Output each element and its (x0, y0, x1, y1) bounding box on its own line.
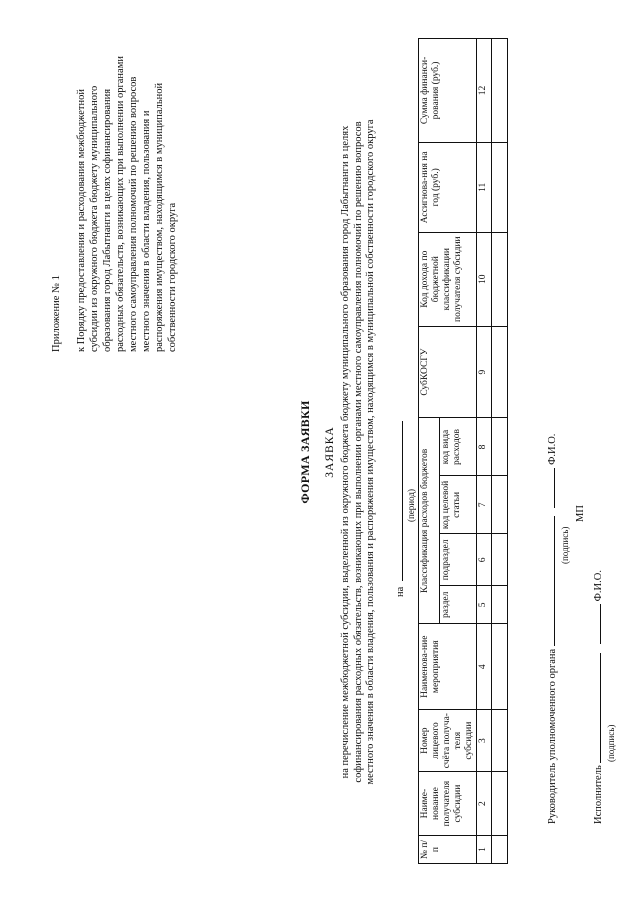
purpose-text: на перечисление межбюджетной субсидии, выделенной из окружного бюджета бюджету муниципального образования город Лабытнанги в целях софинансирования расходных обязательств, возникающих при выполнении органами местного самоуправления полномочий по решению вопросов местного значения в области владения, пользования и распоряжения имуществом, находящимся в муниципальной собственности городского округа (340, 119, 376, 785)
executor-fio: Ф.И.О. (593, 570, 604, 602)
appendix-block (50, 52, 179, 352)
table-cell (492, 534, 508, 586)
head-fio: Ф.И.О. (547, 433, 558, 465)
column-number: 12 (477, 39, 492, 143)
column-number: 1 (477, 836, 492, 864)
head-fio-blank (544, 468, 555, 508)
period-line (392, 421, 406, 597)
header-event-name: Наименова-ние мероприятия (419, 624, 477, 710)
head-label: Руководитель уполномоченного органа (547, 648, 558, 824)
executor-fio-blank (590, 604, 601, 644)
table-cell (492, 232, 508, 326)
subheader-kind-code: код вида расходов (440, 418, 477, 476)
executor-signature-line (590, 570, 604, 824)
subheader-section: раздел (440, 586, 477, 624)
zayavka-heading: ЗАЯВКА (324, 426, 336, 478)
header-kosgu: СубКОСГУ (419, 326, 477, 418)
table-cell (492, 418, 508, 476)
table-cell (492, 624, 508, 710)
table-cell (492, 476, 508, 534)
table-cell (492, 326, 508, 418)
column-number: 4 (477, 624, 492, 710)
appendix-text: к Порядку предоставления и расходования межбюджетной субсидии из окружного бюджета бюджету муниципального образования город Лабытнанги в целях софинансирования расходных обязательств, возникающих при выполнении органами местного самоуправления полномочий по решению вопросов местного значения в области владения, пользования и распоряжения имуществом, находящимся в муниципальной собственности городского округа (76, 56, 178, 352)
executor-signature-caption: (подпись) (606, 724, 616, 762)
period-caption: (период) (406, 489, 416, 522)
table-cell (492, 39, 508, 143)
column-number: 11 (477, 142, 492, 232)
executor-signature-blank (590, 653, 601, 763)
column-number: 5 (477, 586, 492, 624)
form-title: ФОРМА ЗАЯВКИ (298, 400, 312, 504)
header-account-number: Номер лицевого счёта получа-теля субсидии (419, 710, 477, 772)
column-number: 9 (477, 326, 492, 418)
rotated-document-sheet (40, 22, 616, 882)
header-no: № п/п (419, 836, 477, 864)
header-allocation: Ассигнова-ния на год (руб.) (419, 142, 477, 232)
table-cell (492, 772, 508, 836)
column-number: 7 (477, 476, 492, 534)
appendix-heading: Приложение № 1 (51, 275, 62, 352)
period-blank-line (392, 421, 403, 581)
executor-label: Исполнитель (593, 765, 604, 824)
head-signature-line (544, 434, 558, 824)
header-classification: Классификация расходов бюджетов (419, 418, 440, 624)
stamp-place: МП (575, 505, 586, 522)
table-cell (492, 710, 508, 772)
header-income-code: Код дохода по бюджетной классификации получателя субсидии (419, 232, 477, 326)
table-cell (492, 142, 508, 232)
table-row (492, 39, 508, 864)
column-number: 6 (477, 534, 492, 586)
subheader-subsection: подраздел (440, 534, 477, 586)
head-signature-blank (544, 516, 555, 646)
header-financing-sum: Сумма финанси-рования (руб.) (419, 39, 477, 143)
subheader-target-code: код целевой статьи (440, 476, 477, 534)
table-cell (492, 586, 508, 624)
column-number: 10 (477, 232, 492, 326)
column-number: 8 (477, 418, 492, 476)
head-signature-caption: (подпись) (560, 526, 570, 564)
period-prefix: на (395, 586, 406, 597)
header-recipient-name: Наиме-нование получателя субсидии (419, 772, 477, 836)
table-cell (492, 836, 508, 864)
column-number: 3 (477, 710, 492, 772)
request-table (418, 38, 508, 864)
column-number: 2 (477, 772, 492, 836)
